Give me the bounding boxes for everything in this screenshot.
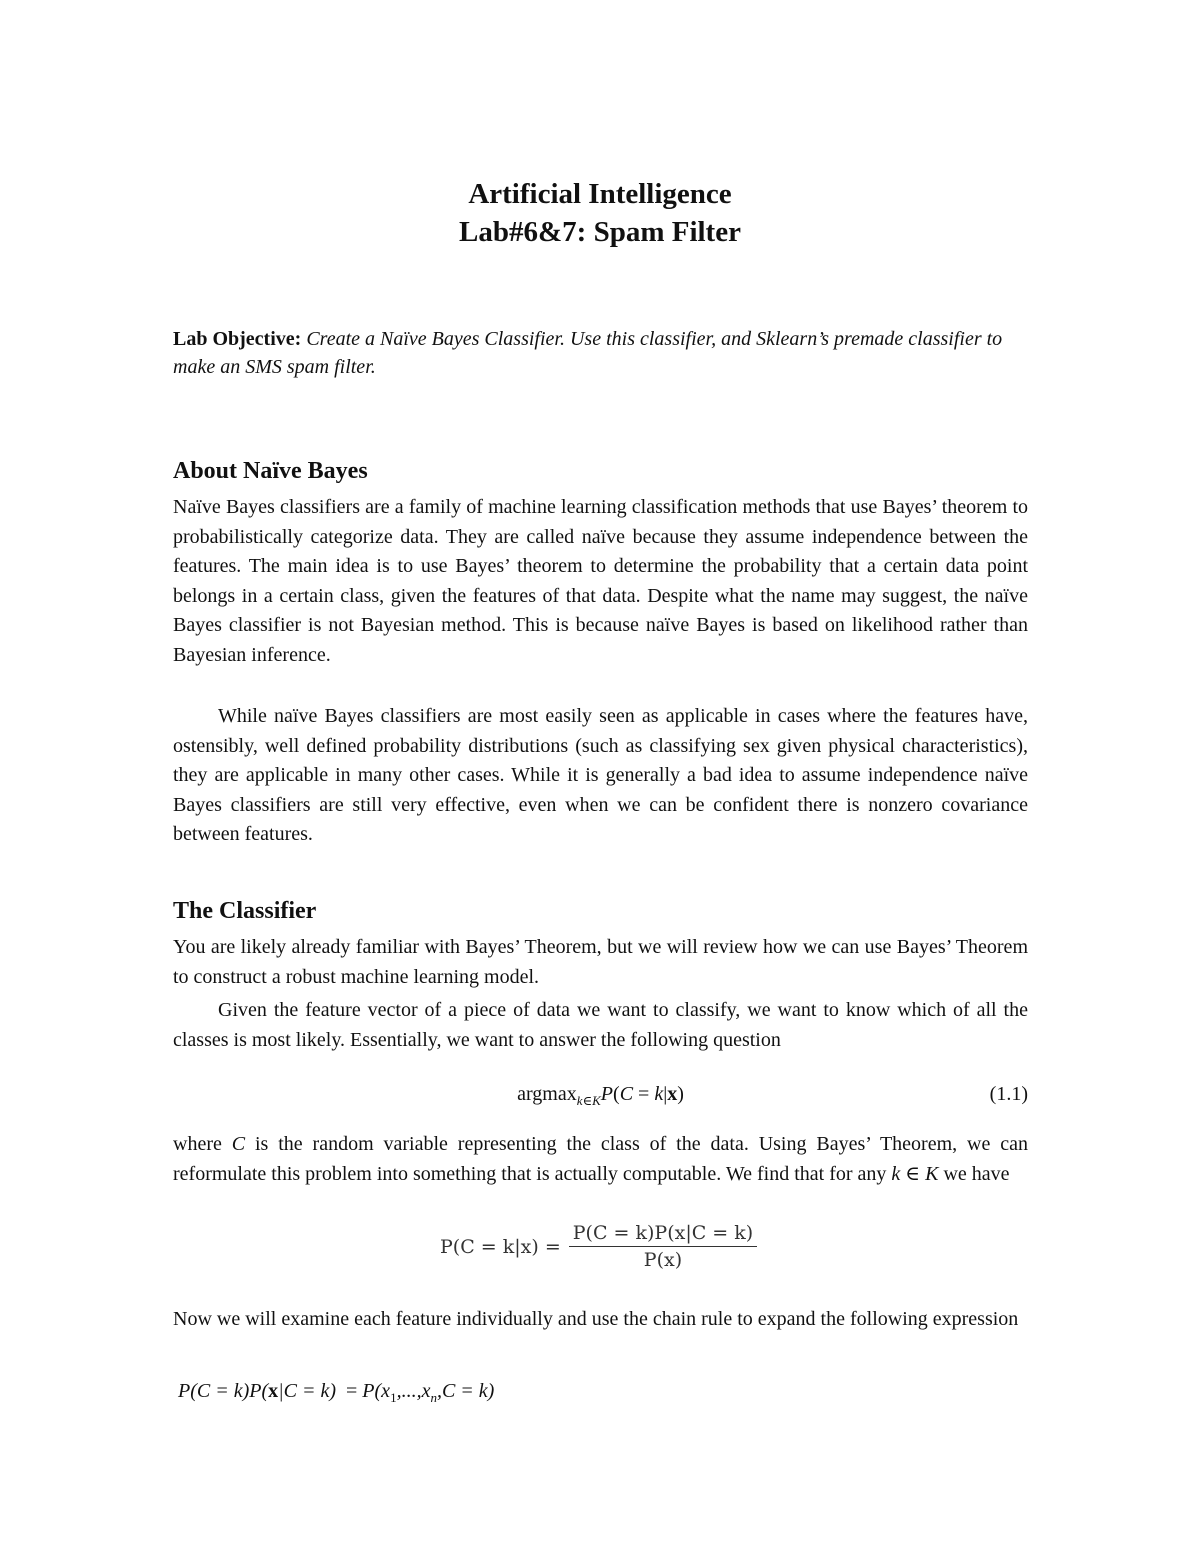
lab-objective <box>173 325 1028 381</box>
about-paragraph-2: While naïve Bayes classifiers are most easily seen as applicable in cases where the features have, ostensibly, well defined probability distributions (such as classifying sex given physical characteristics), they are applicable in many other cases. While it is generally a bad idea to assume independence naïve Bayes classifiers are still very effective, even when we can be confident there is nonzero covariance between features. <box>173 705 1028 846</box>
objective-label: Lab Objective: <box>173 328 302 350</box>
about-paragraph-1: Naïve Bayes classifiers are a family of machine learning classification methods that use Bayes’ theorem to probabilistically categorize data. They are called naïve because they assume independence between the features. The main idea is to use Bayes’ theorem to determine the probability that a certain data point belongs in a certain class, given the features of that data. Despite what the name may suggest, the naïve Bayes classifier is not Bayesian method. This is because naïve Bayes is based on likelihood rather than Bayesian inference. <box>173 496 1028 666</box>
title-line-1: Artificial Intelligence <box>468 178 732 210</box>
equation-fraction <box>569 1222 757 1271</box>
title-line-2: Lab#6&7: Spam Filter <box>459 216 741 248</box>
classifier-paragraph-3: where C is the random variable representing the class of the data. Using Bayes’ Theorem, we can reformulate this problem into something that is actually computable. We find that for any k ∈ K we have <box>173 1133 1028 1185</box>
objective-text: Create a Naïve Bayes Classifier. Use this classifier, and Sklearn’s premade classifier to make an SMS spam filter. <box>173 328 1003 378</box>
heading-the-classifier: The Classifier <box>173 898 317 924</box>
classifier-paragraph-2: Given the feature vector of a piece of data we want to classify, we want to know which of all the classes is most likely. Essentially, we want to answer the following question <box>173 999 1028 1051</box>
equation-number: (1.1) <box>989 1083 1028 1105</box>
bayes-theorem-equation <box>440 1222 757 1271</box>
argmax-expression: argmax$_{k\in K}$P(C = k|x) <box>517 1083 684 1108</box>
classifier-paragraph-1: You are likely already familiar with Bayes’ Theorem, but we will review how we can use Bayes’ Theorem to construct a robust machine learning model. <box>173 936 1028 988</box>
classifier-paragraph-4: Now we will examine each feature individually and use the chain rule to expand the following expression <box>173 1308 1019 1330</box>
fraction-denominator: P(x) <box>643 1249 683 1271</box>
heading-about-naive-bayes: About Naïve Bayes <box>173 458 368 484</box>
chain-rule-equation: $P(C = k)P(x|C = k) = P(x_1,...,x_n,C = k)$ <box>178 1380 495 1405</box>
fraction-numerator: P(C = k)P(x|C = k) <box>569 1222 757 1247</box>
equation-lhs: P(C = k|x) = <box>440 1235 561 1258</box>
